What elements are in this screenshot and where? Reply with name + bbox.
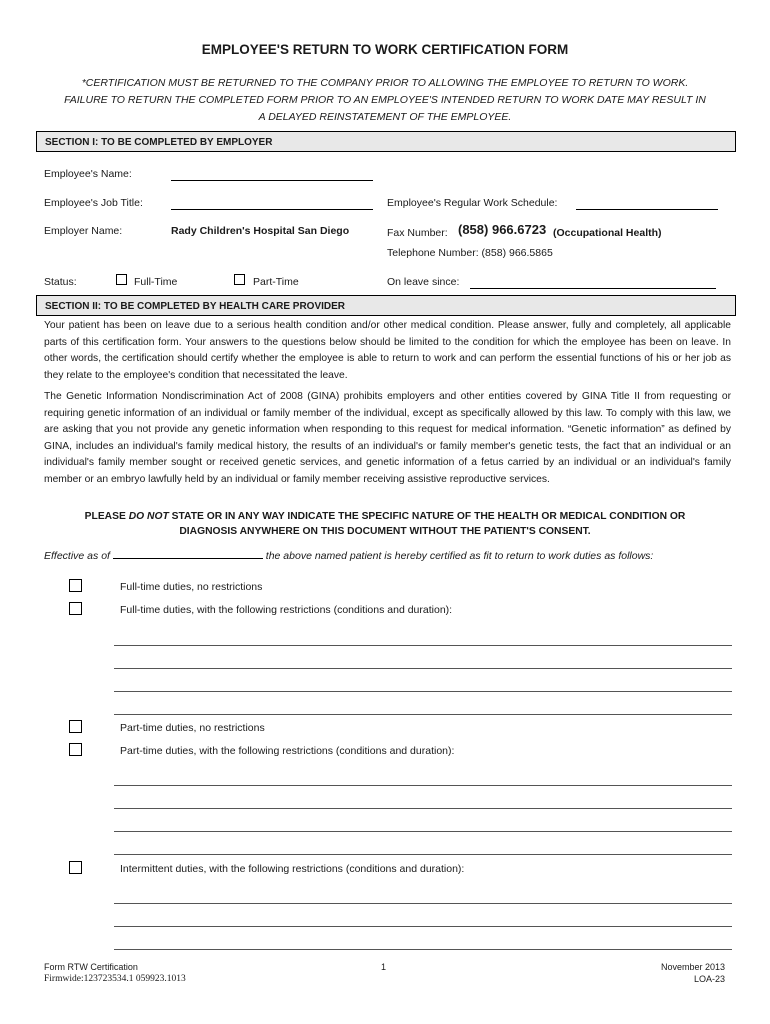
restriction-line[interactable] — [114, 808, 732, 809]
fax-number-label: Fax Number: — [387, 227, 448, 239]
fulltime-no-restrictions-checkbox[interactable] — [69, 579, 82, 592]
fax-number-note: (Occupational Health) — [553, 227, 662, 239]
gina-paragraph: The Genetic Information Nondiscrimination Act of 2008 (GINA) prohibits employers and other entities covered by GINA Title II from requesting or requiring genetic information of an individual or family member of the individual, except as specifically allowed by this law. To comply with this law, we are asking that you not provide any genetic information when responding to this request for medical information. “Genetic information” as defined by GINA, includes an individual's family medical history, the results of an individual's or family member's genetic tests, the fact that an individual or an individual's family member sought or received genetic services, and genetic information of a fetus carried by an individual or an individual's family member or an embryo lawfully held by an individual or family member receiving assistive reproductive services. — [44, 391, 731, 485]
restriction-line[interactable] — [114, 831, 732, 832]
work-schedule-label: Employee's Regular Work Schedule: — [387, 197, 558, 209]
option-label: Part-time duties, no restrictions — [120, 722, 265, 734]
option-label: Full-time duties, with the following restrictions (conditions and duration): — [120, 604, 453, 616]
fax-number-value: (858) 966.6723 — [458, 222, 547, 237]
certification-notice: *CERTIFICATION MUST BE RETURNED TO THE COMPANY PRIOR TO ALLOWING THE EMPLOYEE TO RETURN TO WORK. FAILURE TO RETURN THE COMPLETED FORM PRIOR TO AN EMPLOYEE'S INTENDED RETURN TO WORK DATE MAY RESULT IN A DELAYED REINSTATEMENT OF THE EMPLOYEE. — [64, 77, 706, 123]
footer-firmwide: Firmwide:123723534.1 059923.1013 — [44, 974, 186, 984]
consent-warning: PLEASE DO NOT STATE OR IN ANY WAY INDICATE THE SPECIFIC NATURE OF THE HEALTH OR MEDICAL CONDITION OR DIAGNOSIS ANYWHERE ON THIS DOCUMENT WITHOUT THE PATIENT'S CONSENT. — [84, 511, 686, 537]
form-title: EMPLOYEE'S RETURN TO WORK CERTIFICATION FORM — [201, 42, 569, 57]
do-not-emphasis: DO NOT — [128, 511, 169, 522]
section-1-header: SECTION I: TO BE COMPLETED BY EMPLOYER — [36, 131, 736, 152]
option-label: Full-time duties, no restrictions — [120, 581, 263, 593]
employee-name-label: Employee's Name: — [44, 168, 132, 180]
footer-page-number: 1 — [381, 962, 387, 972]
restriction-line[interactable] — [114, 926, 732, 927]
job-title-label: Employee's Job Title: — [44, 197, 143, 209]
on-leave-label: On leave since: — [387, 276, 460, 288]
full-time-label: Full-Time — [134, 276, 178, 288]
parttime-no-restrictions-checkbox[interactable] — [69, 720, 82, 733]
part-time-label: Part-Time — [253, 276, 299, 288]
work-schedule-field[interactable] — [576, 199, 718, 210]
effective-date-field[interactable] — [113, 548, 263, 559]
on-leave-field[interactable] — [470, 278, 716, 289]
effective-statement: Effective as of the above named patient is hereby certified as fit to return to work duties as follows: — [44, 550, 654, 562]
job-title-field[interactable] — [171, 199, 373, 210]
leave-instructions-paragraph: Your patient has been on leave due to a serious health condition and/or other medical condition. Please answer, fully and completely, all applicable parts of this certification form. Your answers to the questions below should be limited to the condition for which the employee has been on leave. In other words, the certification should certify whether the employee is able to return to work and can perform the essential functions of his or her job as they relate to the employee's condition that necessitated the leave. — [44, 320, 731, 381]
option-label: Intermittent duties, with the following restrictions (conditions and duration): — [120, 863, 465, 875]
restriction-line[interactable] — [114, 668, 732, 669]
option-label: Part-time duties, with the following restrictions (conditions and duration): — [120, 745, 455, 757]
telephone-number: Telephone Number: (858) 966.5865 — [387, 247, 553, 259]
status-label: Status: — [44, 276, 77, 288]
footer-form-name: Form RTW Certification — [44, 962, 138, 972]
part-time-checkbox[interactable] — [234, 274, 245, 285]
employee-name-field[interactable] — [171, 170, 373, 181]
footer-code: LOA-23 — [693, 974, 725, 984]
restriction-line[interactable] — [114, 949, 732, 950]
footer-date: November 2013 — [660, 962, 725, 972]
restriction-line[interactable] — [114, 714, 732, 715]
restriction-line[interactable] — [114, 854, 732, 855]
intermittent-restrictions-checkbox[interactable] — [69, 861, 82, 874]
employer-name-label: Employer Name: — [44, 225, 123, 237]
restriction-line[interactable] — [114, 903, 732, 904]
parttime-restrictions-checkbox[interactable] — [69, 743, 82, 756]
restriction-line[interactable] — [114, 691, 732, 692]
restriction-line[interactable] — [114, 785, 732, 786]
section-2-header: SECTION II: TO BE COMPLETED BY HEALTH CARE PROVIDER — [36, 295, 736, 316]
fulltime-restrictions-checkbox[interactable] — [69, 602, 82, 615]
employer-name-value: Rady Children's Hospital San Diego — [171, 225, 350, 237]
restriction-line[interactable] — [114, 645, 732, 646]
full-time-checkbox[interactable] — [116, 274, 127, 285]
